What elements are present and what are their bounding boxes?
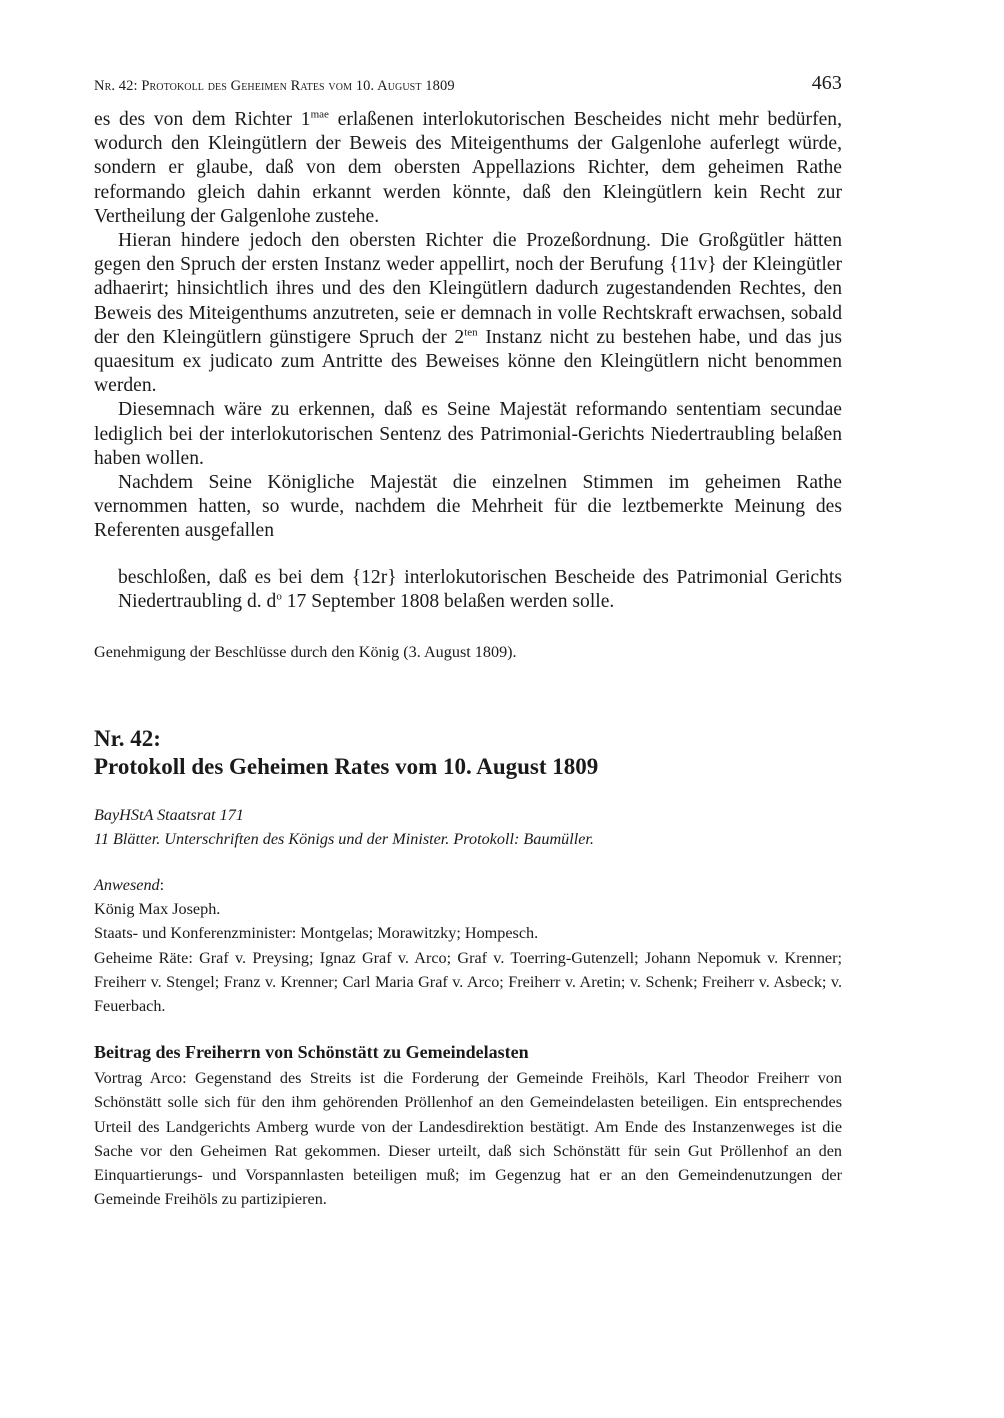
section-summary: Vortrag Arco: Gegenstand des Streits ist die Forderung der Gemeinde Freihöls, Karl Theodor Freiherr von Schönstätt solle sich für den ihm gehörenden Pröllenhof an den Gemeindelasten beteiligen. Ein entsprechendes Urteil des Landgerichts Amberg wurde von der Landesdirektion bestätigt. Am Ende des Instanzenweges ist die Sache vor den Geheimen Rat gekommen. Dieser urteilt, daß sich Schönstätt für sein Gut Pröllenhof an den Einquartierungs- und Vorspannlasten beteiligen muß; im Gegenzug hat er an den Gemeindenutzungen der Gemeinde Freihöls zu partizipieren. xyxy=(94,1069,842,1209)
source-reference xyxy=(94,803,842,851)
attendee-ministers: Staats- und Konferenzminister: Montgelas; Morawitzky; Hompesch. xyxy=(94,924,539,943)
paragraph-conclusion: Diesemnach wäre zu erkennen, daß es Seine Majestät reformando sententiam secundae lediglich bei der interlokutorischen Sentenz des Patrimonial-Gerichts Niedertraubling belaßen haben wollen. xyxy=(94,399,842,469)
royal-approval-note: Genehmigung der Beschlüsse durch den König (3. August 1809). xyxy=(94,643,517,662)
attendees-block: Anwesend: König Max Joseph. Staats- und Konferenzminister: Montgelas; Morawitzky; Hompesch. Geheime Räte: Graf v. Preysing; Ignaz Graf v. Arco; Graf v. Toerring-Gutenzell; Johann Nepomuk v. Krenner; Freiherr v. Stengel; Franz v. Krenner; Carl Maria Graf v. Arco; Freiherr v. Aretin; v. Schenk; Freiherr v. Asbeck; v. Feuerbach. xyxy=(94,873,842,1018)
superscript: ten xyxy=(464,326,478,339)
attendee-king: König Max Joseph. xyxy=(94,900,221,919)
document-page xyxy=(94,70,842,1212)
running-head xyxy=(94,70,842,100)
document-number: Nr. 42: xyxy=(94,726,161,752)
attendee-councillors: Geheime Räte: Graf v. Preysing; Ignaz Graf v. Arco; Graf v. Toerring-Gutenzell; Johann Nepomuk v. Krenner; Freiherr v. Stengel; Franz v. Krenner; Carl Maria Graf v. Arco; Freiherr v. Aretin; v. Schenk; Freiherr v. Asbeck; v. Feuerbach. xyxy=(94,948,842,1016)
source-description: 11 Blätter. Unterschriften des Königs und der Minister. Protokoll: Baumüller. xyxy=(94,830,594,849)
page-number: 463 xyxy=(811,72,842,94)
running-head-title: Nr. 42: Protokoll des Geheimen Rates vom 10. August 1809 xyxy=(94,78,455,94)
section-title: Beitrag des Freiherrn von Schönstätt zu Gemeindelasten xyxy=(94,1042,529,1063)
paragraph-procedure: Hieran hindere jedoch den obersten Richter die Prozeßordnung. Die Großgütler hätten gegen den Spruch der ersten Instanz weder appellirt, noch der Berufung {11v} der Kleingütler adhaerirt; hinsichtlich ihres und des den Kleingütlern dadurch zugestandenden Rechtes, den Beweis des Miteigenthums anzutreten, seie er demnach in volle Rechtskraft erwachsen, sobald der den Kleingütlern günstigere Spruch der $2^{ten}$ Instanz nicht zu bestehen habe, und das jus quaesitum ex judicato zum Antritte des Beweises könne den Kleingütlern nicht benommen werden. xyxy=(94,230,842,397)
archive-signature: BayHStA Staatsrat 171 xyxy=(94,806,244,825)
paragraph-vote: Nachdem Seine Königliche Majestät die einzelnen Stimmen im geheimen Rathe vernommen hatten, so wurde, nachdem die Mehrheit für die leztbemerkte Meinung des Referenten ausgefallen xyxy=(94,472,842,542)
attendees-label: Anwesend xyxy=(94,876,160,895)
resolution: beschloßen, daß es bei dem {12r} interlokutorischen Bescheide des Patrimonial Gerichts Niedertraubling d. $d^o$ 17 September 1808 belaßen werden solle. xyxy=(118,566,842,612)
protocol-body xyxy=(94,108,842,544)
paragraph-continuation: es des von dem Richter $1^{mae}$ erlaßenen interlokutorischen Bescheides nicht mehr bedürfen, wodurch den Kleingütlern der Beweis des Miteigenthums der Galgenlohe auferlegt würde, sondern er glaube, daß von dem obersten Appellazions Richter, dem geheimen Rathe reformando gleich dahin erkannt werden könnte, daß den Kleingütlern kein Recht zur Vertheilung der Galgenlohe zustehe. xyxy=(94,108,842,227)
document-heading xyxy=(94,725,842,781)
superscript: mae xyxy=(310,108,329,121)
superscript: o xyxy=(276,590,282,603)
document-title: Protokoll des Geheimen Rates vom 10. August 1809 xyxy=(94,754,599,780)
